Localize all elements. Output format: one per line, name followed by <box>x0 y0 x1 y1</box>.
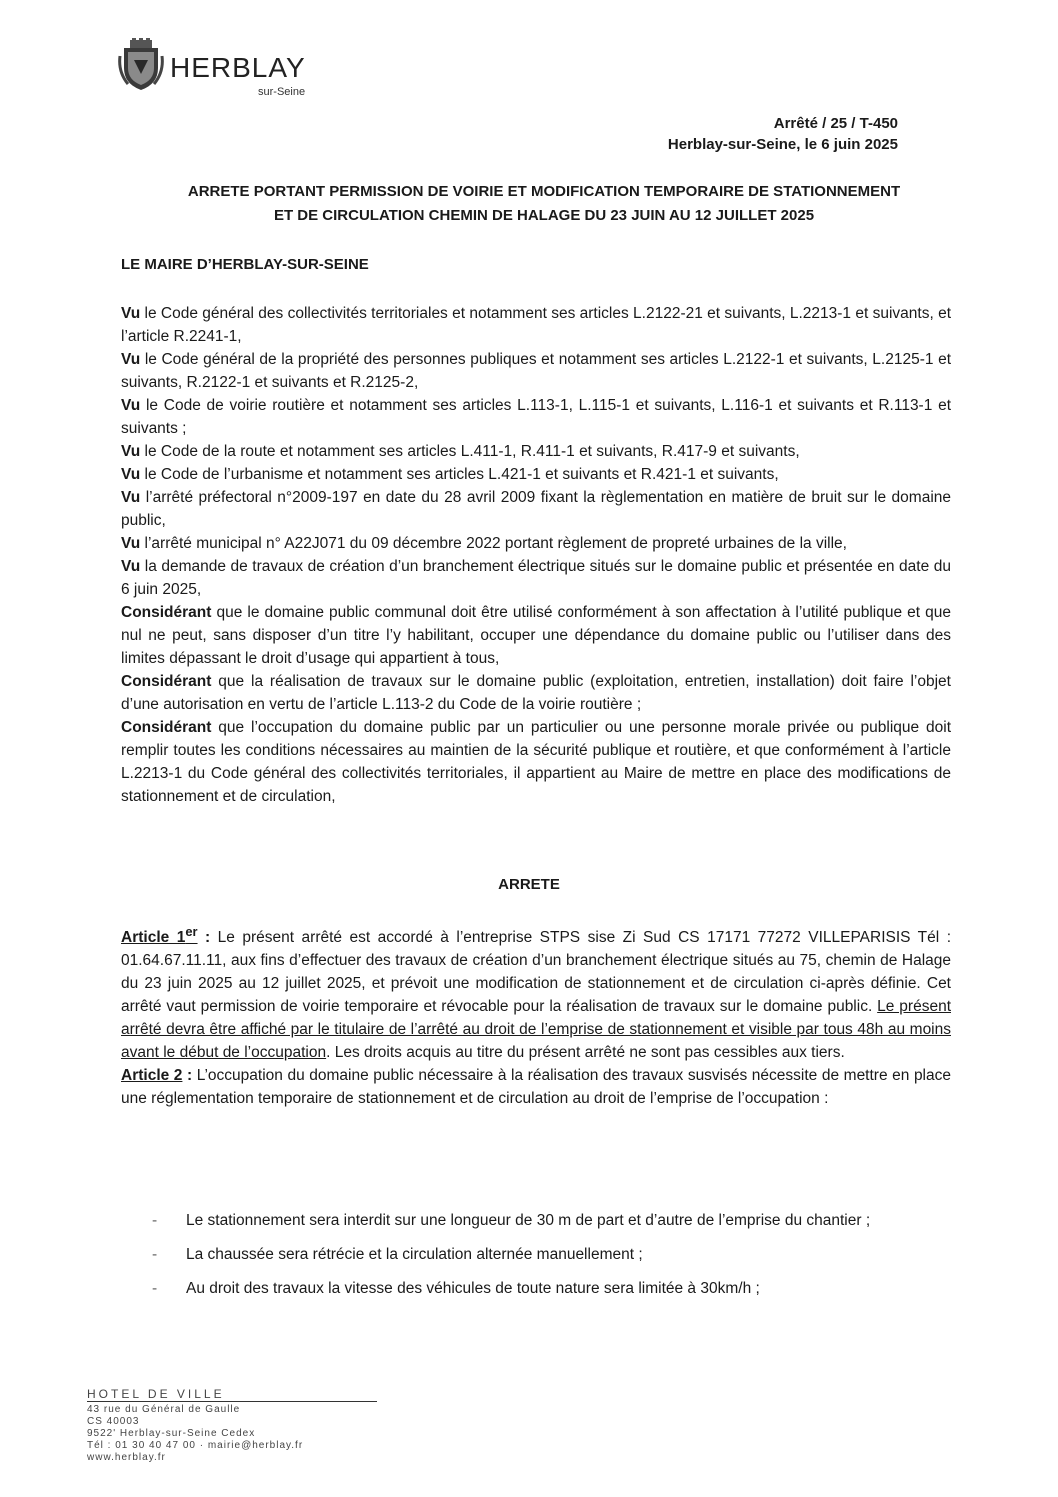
recital-text: le Code de voirie routière et notamment ses articles L.113-1, L.115-1 et suivants, L.116-1 et suivants et R.113-1 et suivants ; <box>121 397 951 437</box>
recitals <box>121 302 951 808</box>
list-item: - Au droit des travaux la vitesse des véhicules de toute nature sera limitée à 30km/h ; <box>150 1272 950 1306</box>
article-1-text: Le présent arrêté est accordé à l’entreprise STPS sise Zi Sud CS 17171 77272 VILLEPARISIS Tél : 01.64.67.11.11, aux fins d’effectuer des travaux de création d’un branchement électrique situés au 75, chemin de Halage du 23 juin 2025 au 12 juillet 2025, et prévoit une modification de stationnement et de circulation ci-après définie. Cet arrêté vaut permission de voirie temporaire et révocable pour la réalisation de travaux sur le domaine public. <box>121 929 951 1016</box>
recital-lead: Vu <box>121 443 141 460</box>
recital-lead: Vu <box>121 397 141 414</box>
recital-text: l’arrêté préfectoral n°2009-197 en date du 28 avril 2009 fixant la règlementation en matière de bruit sur le domaine public, <box>121 489 951 529</box>
place-and-date: Herblay-sur-Seine, le 6 juin 2025 <box>667 136 898 153</box>
coat-of-arms-icon <box>118 38 164 92</box>
recital-item <box>121 670 951 716</box>
recital-item <box>121 394 951 440</box>
title-line-2: ET DE CIRCULATION CHEMIN DE HALAGE DU 23 JUIN AU 12 JUILLET 2025 <box>273 207 815 224</box>
article-2: Article 2 : L’occupation du domaine public nécessaire à la réalisation des travaux susvisés nécessite de mettre en place une réglementation temporaire de stationnement et de circulation au droit de l’emprise de l’occupation : <box>121 1067 951 1108</box>
recital-item <box>121 302 951 348</box>
issuer-heading: LE MAIRE D’HERBLAY-SUR-SEINE <box>121 256 369 273</box>
footer-line: CS 40003 <box>87 1416 140 1427</box>
recital-item <box>121 463 951 486</box>
recital-lead: Vu <box>121 489 141 506</box>
document-title <box>100 180 988 228</box>
bullet-marker: - <box>152 1212 158 1229</box>
recital-lead: Vu <box>121 535 141 552</box>
list-item: - Le stationnement sera interdit sur une longueur de 30 m de part et d’autre de l’emprise du chantier ; <box>150 1204 950 1238</box>
recital-item <box>121 555 951 601</box>
article-1-label: Article 1er <box>121 924 198 947</box>
title-line-1: ARRETE PORTANT PERMISSION DE VOIRIE ET MODIFICATION TEMPORAIRE DE STATIONNEMENT <box>187 183 901 200</box>
bullet-marker: - <box>152 1246 158 1263</box>
recital-item <box>121 348 951 394</box>
footer-line: Tél : 01 30 40 47 00 · mairie@herblay.fr <box>87 1440 304 1451</box>
recital-lead: Vu <box>121 351 141 368</box>
recital-item <box>121 716 951 808</box>
recital-lead: Considérant <box>121 673 212 690</box>
city-logo <box>112 34 342 104</box>
article-2-label: Article 2 <box>121 1067 183 1085</box>
recital-lead: Considérant <box>121 719 212 736</box>
article-2-text: L’occupation du domaine public nécessaire à la réalisation des travaux susvisés nécessite de mettre en place une réglementation temporaire de stationnement et de circulation au droit de l’emprise de l’occupation : <box>121 1067 951 1108</box>
recital-lead: Vu <box>121 558 141 575</box>
recital-text: le Code général des collectivités territoriales et notamment ses articles L.2122-21 et suivants, L.2213-1 et suivants, et l’article R.2241-1, <box>121 305 951 345</box>
articles <box>121 920 951 1110</box>
footer-line: 43 rue du Général de Gaulle <box>87 1404 241 1415</box>
list-item: - La chaussée sera rétrécie et la circulation alternée manuellement ; <box>150 1238 950 1272</box>
recital-item <box>121 440 951 463</box>
logo-name: HERBLAY <box>170 52 306 83</box>
recital-lead: Considérant <box>121 604 212 621</box>
decree-reference: Arrêté / 25 / T-450 <box>773 115 898 132</box>
bullet-marker: - <box>152 1280 158 1297</box>
recital-item <box>121 486 951 532</box>
logo-subtitle: sur-Seine <box>258 86 306 98</box>
recital-text: le Code de l’urbanisme et notamment ses articles L.421-1 et suivants et R.421-1 et suivants, <box>140 466 779 483</box>
footer-line: 9522' Herblay-sur-Seine Cedex <box>87 1428 256 1439</box>
section-heading-arrete: ARRETE <box>498 876 560 893</box>
recital-text: le Code de la route et notamment ses articles L.411-1, R.411-1 et suivants, R.417-9 et suivants, <box>140 443 800 460</box>
recital-text: la demande de travaux de création d’un branchement électrique situés sur le domaine public et présentée en date du 6 juin 2025, <box>121 558 951 598</box>
recital-text: l’arrêté municipal n° A22J071 du 09 décembre 2022 portant règlement de propreté urbaines de la ville, <box>140 535 847 552</box>
recital-item <box>121 532 951 555</box>
recital-item <box>121 601 951 670</box>
recital-lead: Vu <box>121 305 141 322</box>
measures-list <box>150 1204 950 1306</box>
recital-lead: Vu <box>121 466 141 483</box>
footer-line: www.herblay.fr <box>87 1452 166 1463</box>
footer-address <box>87 1388 387 1464</box>
recital-text: que l’occupation du domaine public par un particulier ou une personne morale privée ou publique doit remplir toutes les conditions nécessaires au maintien de la sécurité publique et routière, et que conformément à l’article L.2213-1 du Code général des collectivités territoriales, il appartient au Maire de mettre en place des modifications de stationnement et de circulation, <box>121 719 951 805</box>
recital-text: le Code général de la propriété des personnes publiques et notamment ses articles L.2122-1 et suivants, L.2125-1 et suivants, R.2122-1 et suivants et R.2125-2, <box>121 351 951 391</box>
article-1: Article 1er : Le présent arrêté est accordé à l’entreprise STPS sise Zi Sud CS 17171 77272 VILLEPARISIS Tél : 01.64.67.11.11, aux fins d’effectuer des travaux de création d’un branchement électrique situés au 75, chemin de Halage du 23 juin 2025 au 12 juillet 2025, et prévoit une modification de stationnement et de circulation ci-après définie. Cet arrêté vaut permission de voirie temporaire et révocable pour la réalisation de travaux sur le domaine public. Le présent arrêté devra être affiché par le titulaire de l’arrêté au droit de l’emprise de stationnement et visible par tous 48h au moins avant le début de l’occupation. Les droits acquis au titre du présent arrêté ne sont pas cessibles aux tiers. <box>121 924 951 1062</box>
footer-title: HOTEL DE VILLE <box>87 1388 377 1402</box>
article-1-display-notice: Le présent arrêté devra être affiché par le titulaire de l’arrêté au droit de l’emprise de stationnement et visible par tous 48h au moins avant le début de l’occupation <box>121 998 951 1062</box>
recital-text: que la réalisation de travaux sur le domaine public (exploitation, entretien, installation) doit faire l’objet d’une autorisation en vertu de l’article L.113-2 du Code de la voirie routière ; <box>121 673 951 713</box>
recital-text: que le domaine public communal doit être utilisé conformément à son affectation à l’utilité publique et que nul ne peut, sans disposer d’un titre l’y habilitant, occuper une dépendance du domaine public ou l’utiliser dans des limites dépassant le droit d’usage qui appartient à tous, <box>121 604 951 667</box>
